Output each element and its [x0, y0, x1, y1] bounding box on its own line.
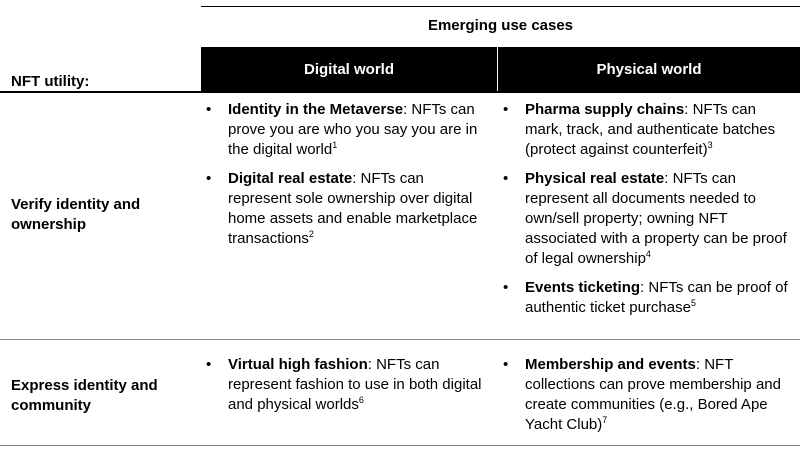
row-divider: [0, 339, 800, 340]
row-label-line: ownership: [11, 216, 87, 233]
item-title: Pharma supply chains: [525, 101, 685, 118]
item-text: : NFTs can prove you are who you say you are in the digital world: [228, 101, 478, 158]
footnote-ref: 2: [308, 229, 314, 239]
footnote-ref: 4: [645, 249, 651, 259]
bullet-icon: •: [503, 356, 509, 373]
item-title: Events ticketing: [525, 279, 641, 296]
column-header-digital-label: Digital world: [304, 60, 394, 78]
list-item: [498, 355, 796, 435]
header-divider: [0, 91, 800, 93]
item-title: Virtual high fashion: [228, 356, 368, 373]
item-title: Digital real estate: [228, 170, 353, 187]
list-item: [498, 100, 796, 160]
item-title: Physical real estate: [525, 170, 665, 187]
item-text: : NFTs can represent all documents needed to own/sell property; owning NFT associated with a property can be proof of legal ownership: [525, 170, 787, 267]
footnote-ref: 1: [332, 140, 338, 150]
row-label-verify: [11, 195, 191, 235]
column-header-physical: [498, 47, 800, 91]
row1-physical-list: [498, 100, 796, 327]
bullet-icon: •: [503, 279, 509, 296]
row2-physical-list: [498, 355, 796, 444]
list-item: [498, 169, 796, 269]
top-rule: [201, 6, 800, 7]
row-label-line: Express identity and: [11, 377, 158, 394]
bullet-icon: •: [206, 356, 212, 373]
item-text: : NFTs can represent fashion to use in both digital and physical worlds: [228, 356, 482, 413]
item-text: : NFTs can represent sole ownership over digital home assets and enable marketplace transactions: [228, 170, 478, 247]
list-item: [498, 278, 796, 318]
footnote-ref: 3: [707, 140, 713, 150]
row-label-line: community: [11, 397, 92, 414]
item-text: : NFT collections can prove membership and create communities (e.g., Bored Ape Yacht Club): [525, 356, 781, 433]
row-header-label: NFT utility:: [11, 73, 90, 90]
bullet-icon: •: [206, 170, 212, 187]
row1-digital-list: [201, 100, 491, 258]
item-title: Identity in the Metaverse: [228, 101, 404, 118]
list-item: [201, 100, 491, 160]
bottom-rule: [0, 445, 800, 446]
row2-digital-list: [201, 355, 491, 424]
footnote-ref: 5: [690, 298, 696, 308]
list-item: [201, 169, 491, 249]
bullet-icon: •: [206, 101, 212, 118]
row-label-line: Verify identity and: [11, 196, 141, 213]
list-item: [201, 355, 491, 415]
section-heading: Emerging use cases: [427, 17, 574, 34]
row-label-express: [11, 376, 191, 416]
bullet-icon: •: [503, 170, 509, 187]
item-text: : NFTs can be proof of authentic ticket purchase: [525, 279, 788, 316]
column-header-physical-label: Physical world: [596, 60, 702, 78]
item-text: : NFTs can mark, track, and authenticate batches (protect against counterfeit): [525, 101, 776, 158]
column-header-digital: [201, 47, 497, 91]
item-title: Membership and events: [525, 356, 696, 373]
bullet-icon: •: [503, 101, 509, 118]
footnote-ref: 7: [602, 415, 608, 425]
footnote-ref: 6: [358, 395, 364, 405]
